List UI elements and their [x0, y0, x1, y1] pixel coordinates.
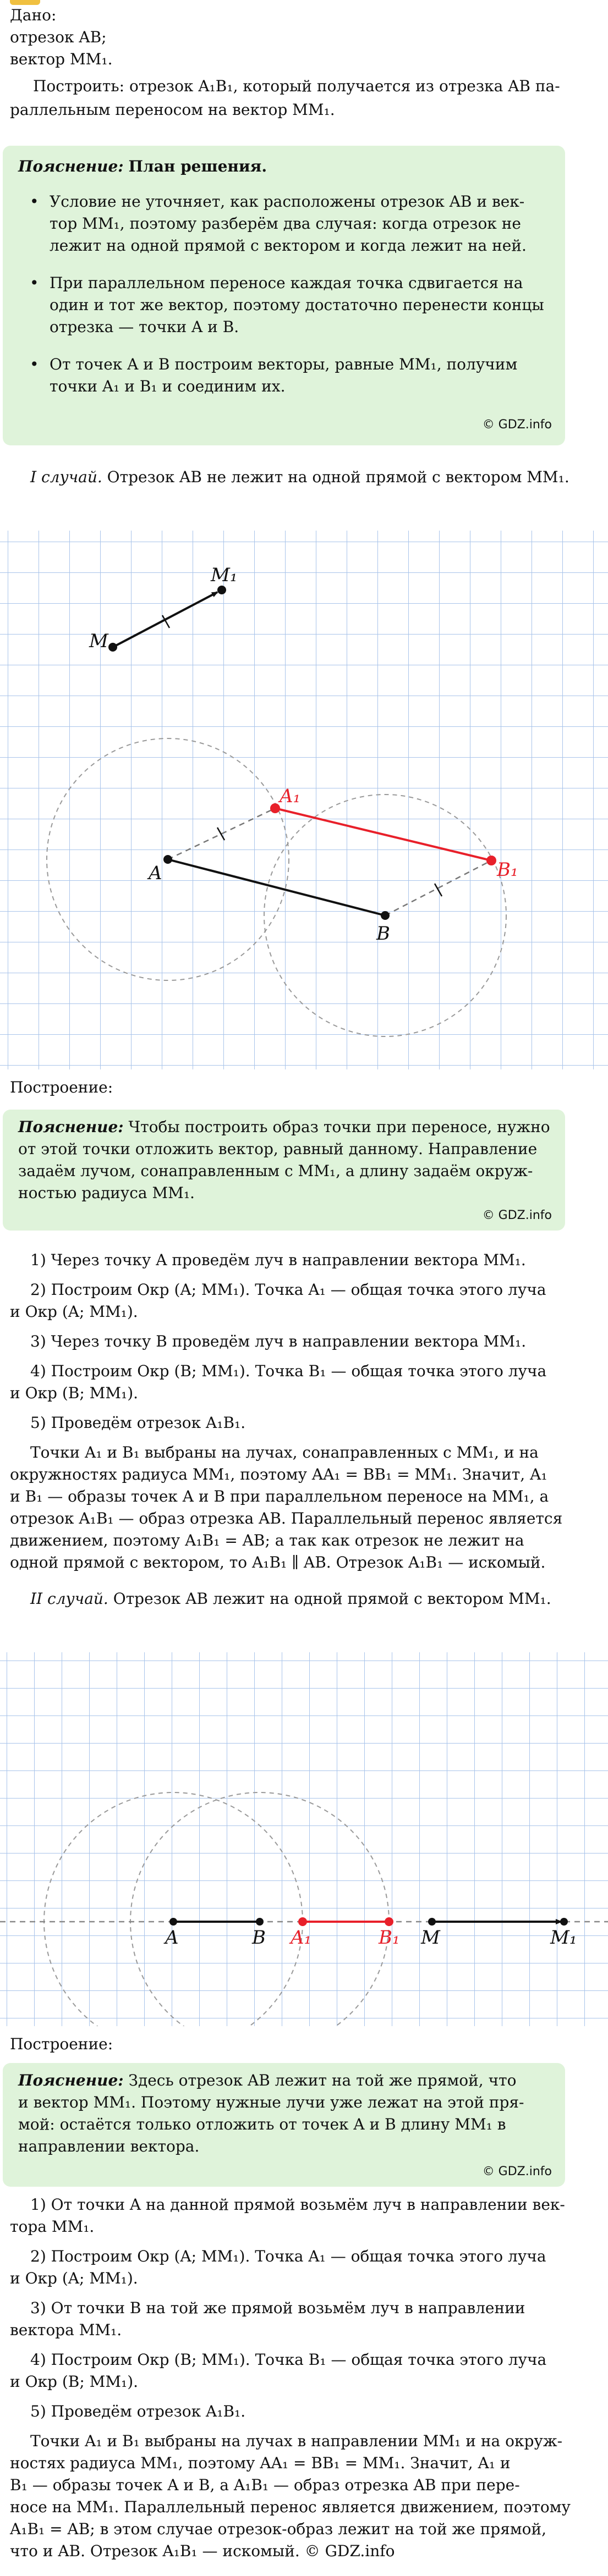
case1-conclusion-4: отрезок A₁B₁ — образ отрезка AB. Параллельный перенос является	[10, 1509, 563, 1527]
given-segment: отрезок AB;	[10, 28, 107, 46]
plan-bullet-3-line: точки A₁ и B₁ и соединим их.	[50, 377, 286, 395]
label-a: A	[165, 1927, 179, 1949]
grid	[0, 1652, 608, 2026]
plan-bullet-2-line: • При параллельном переносе каждая точка сдвигается на	[50, 274, 523, 292]
plan-bullet-2	[50, 272, 556, 338]
case2-explain-line: мой: остаётся только отложить от точек A и B длину MM₁ в	[18, 2115, 506, 2133]
case2-step-1: 1) От точки A на данной прямой возьмём луч в направлении век-	[30, 2196, 565, 2214]
given-title: Дано:	[10, 6, 57, 24]
plan-heading-label: Пояснение:	[18, 157, 124, 175]
case2-explain-line: и вектор MM₁. Поэтому нужные лучи уже лежат на этой пря-	[18, 2093, 524, 2111]
case1-title-rest: Отрезок AB не лежит на одной прямой с вектором MM₁.	[107, 468, 569, 486]
case1-explain-box	[3, 1110, 565, 1231]
case1-explain-text	[18, 1116, 555, 1204]
case2-watermark: © GDZ.info	[482, 2165, 552, 2178]
case1-conclusion-5: движением, поэтому A₁B₁ = AB; а так как отрезок не лежит на	[10, 1531, 524, 1549]
task-line-2: раллельным переносом на вектор MM₁.	[10, 101, 335, 119]
label-a: A	[149, 862, 162, 884]
label-b: B	[252, 1927, 266, 1949]
case2-step-1-cont: тора MM₁.	[10, 2218, 95, 2236]
case2-title-rest: Отрезок AB лежит на одной прямой с вектором MM₁.	[113, 1590, 551, 1608]
case2-title-italic: II случай.	[30, 1590, 108, 1608]
case2-conclusion-4: носе на MM₁. Параллельный перенос является движением, поэтому	[10, 2498, 571, 2516]
point-m1	[217, 586, 226, 594]
point-m1	[560, 1918, 568, 1926]
case1-conclusion-3: и B₁ — образы точек A и B при параллельном переносе на MM₁, а	[10, 1487, 549, 1505]
case2-step-3-cont: вектора MM₁.	[10, 2321, 122, 2339]
case1-explain-line: от этой точки отложить вектор, равный данному. Направление	[18, 1140, 538, 1158]
case2-conclusion-2: ностях радиуса MM₁, поэтому AA₁ = BB₁ = MM₁. Значит, A₁ и	[10, 2454, 511, 2472]
case2-title	[30, 1588, 551, 1610]
case2-step-4: 4) Построим Окр (B; MM₁). Точка B₁ — общая точка этого луча	[30, 2351, 547, 2369]
label-a1: A₁	[291, 1927, 312, 1949]
plan-bullet-3-line: • От точек A и B построим векторы, равные MM₁, получим	[50, 355, 518, 373]
case1-step-4-cont: и Окр (B; MM₁).	[10, 1384, 139, 1402]
plan-bullet-2-line: один и тот же вектор, поэтому достаточно перенести концы	[50, 296, 544, 314]
plan-heading-text: План решения.	[128, 157, 267, 175]
case1-step-1: 1) Через точку A проведём луч в направлении вектора MM₁.	[30, 1251, 526, 1269]
case2-step-2: 2) Построим Окр (A; MM₁). Точка A₁ — общая точка этого луча	[30, 2247, 546, 2265]
label-m1: M₁	[211, 564, 238, 586]
case2-step-4-cont: и Окр (B; MM₁).	[10, 2373, 139, 2391]
point-b	[256, 1918, 264, 1926]
point-a	[163, 855, 172, 864]
label-m: M	[421, 1927, 440, 1949]
case2-explain-line: направлении вектора.	[18, 2137, 200, 2155]
label-m: M	[89, 630, 108, 652]
point-a	[169, 1918, 177, 1926]
point-a1	[298, 1917, 307, 1926]
case2-explain-line: Здесь отрезок AB лежит на той же прямой, что	[128, 2071, 517, 2089]
case2-step-2-cont: и Окр (A; MM₁).	[10, 2269, 138, 2287]
case1-title	[30, 466, 569, 488]
plan-bullet-1-line: • Условие не уточняет, как расположены отрезок AB и век-	[50, 192, 525, 211]
plan-bullet-1-line: тор MM₁, поэтому разберём два случая: когда отрезок не	[50, 214, 521, 233]
case2-explain-box	[3, 2063, 565, 2187]
plan-watermark: © GDZ.info	[482, 418, 552, 432]
case2-step-3: 3) От точки B на той же прямой возьмём луч в направлении	[30, 2299, 525, 2317]
plan-bullet-2-line: отрезка — точки A и B.	[50, 318, 239, 336]
case2-step-5: 5) Проведём отрезок A₁B₁.	[30, 2402, 246, 2420]
case1-conclusion-2: окружностях радиуса MM₁, поэтому AA₁ = BB₁ = MM₁. Значит, A₁	[10, 1465, 547, 1483]
case2-construction-label: Построение:	[10, 2035, 113, 2053]
plan-box	[3, 146, 565, 445]
point-m	[428, 1918, 436, 1926]
plan-bullet-1-line: лежит на одной прямой с вектором и когда лежит на ней.	[50, 236, 527, 255]
label-b: B	[376, 923, 390, 945]
point-b1	[385, 1917, 393, 1926]
case1-construction-label: Построение:	[10, 1078, 113, 1096]
plan-heading	[18, 156, 267, 178]
label-a1: A₁	[280, 785, 301, 807]
case1-explain-line: задаём лучом, сонаправленным с MM₁, а длину задаём окруж-	[18, 1162, 533, 1180]
task-line-1: Построить: отрезок A₁B₁, который получается из отрезка AB па-	[33, 77, 560, 95]
case1-title-italic: I случай.	[30, 468, 102, 486]
case1-conclusion-1: Точки A₁ и B₁ выбраны на лучах, сонаправленных с MM₁, и на	[30, 1443, 539, 1461]
case1-conclusion-6: одной прямой с вектором, то A₁B₁ ∥ AB. Отрезок A₁B₁ — искомый.	[10, 1553, 546, 1571]
grid	[0, 531, 608, 1069]
case2-figure	[0, 1652, 608, 2026]
given-vector: вектор MM₁.	[10, 50, 113, 68]
case2-conclusion-1: Точки A₁ и B₁ выбраны на лучах в направлении MM₁ и на окруж-	[30, 2432, 563, 2450]
case1-step-5: 5) Проведём отрезок A₁B₁.	[30, 1414, 246, 1432]
case1-watermark: © GDZ.info	[482, 1209, 552, 1222]
label-b1: B₁	[497, 859, 518, 881]
case2-conclusion-5: A₁B₁ = AB; в этом случае отрезок-образ лежит на той же прямой,	[10, 2520, 547, 2538]
case1-step-4: 4) Построим Окр (B; MM₁). Точка B₁ — общая точка этого луча	[30, 1362, 547, 1380]
case1-step-3: 3) Через точку B проведём луч в направлении вектора MM₁.	[30, 1332, 527, 1350]
case2-conclusion-3: B₁ — образы точек A и B, а A₁B₁ — образ отрезка AB при пере-	[10, 2476, 520, 2494]
case1-explain-label: Пояснение:	[18, 1118, 124, 1136]
point-b1	[486, 856, 496, 865]
case1-step-2: 2) Построим Окр (A; MM₁). Точка A₁ — общая точка этого луча	[30, 1281, 546, 1299]
label-m1: M₁	[550, 1927, 577, 1949]
plan-bullet-3	[50, 354, 556, 398]
point-b	[381, 911, 390, 920]
case2-explain-label: Пояснение:	[18, 2071, 124, 2089]
point-a1	[270, 803, 280, 813]
case1-figure	[0, 531, 608, 1069]
case2-explain-text	[18, 2070, 555, 2158]
case1-step-2-cont: и Окр (A; MM₁).	[10, 1303, 138, 1321]
point-m	[108, 643, 117, 652]
case2-conclusion-6: что и AB. Отрезок A₁B₁ — искомый. © GDZ.info	[10, 2542, 395, 2560]
label-b1: B₁	[379, 1927, 400, 1949]
case1-explain-line: ностью радиуса MM₁.	[18, 1184, 195, 1202]
plan-bullet-1	[50, 191, 556, 257]
case1-explain-line: Чтобы построить образ точки при переносе, нужно	[128, 1118, 550, 1136]
